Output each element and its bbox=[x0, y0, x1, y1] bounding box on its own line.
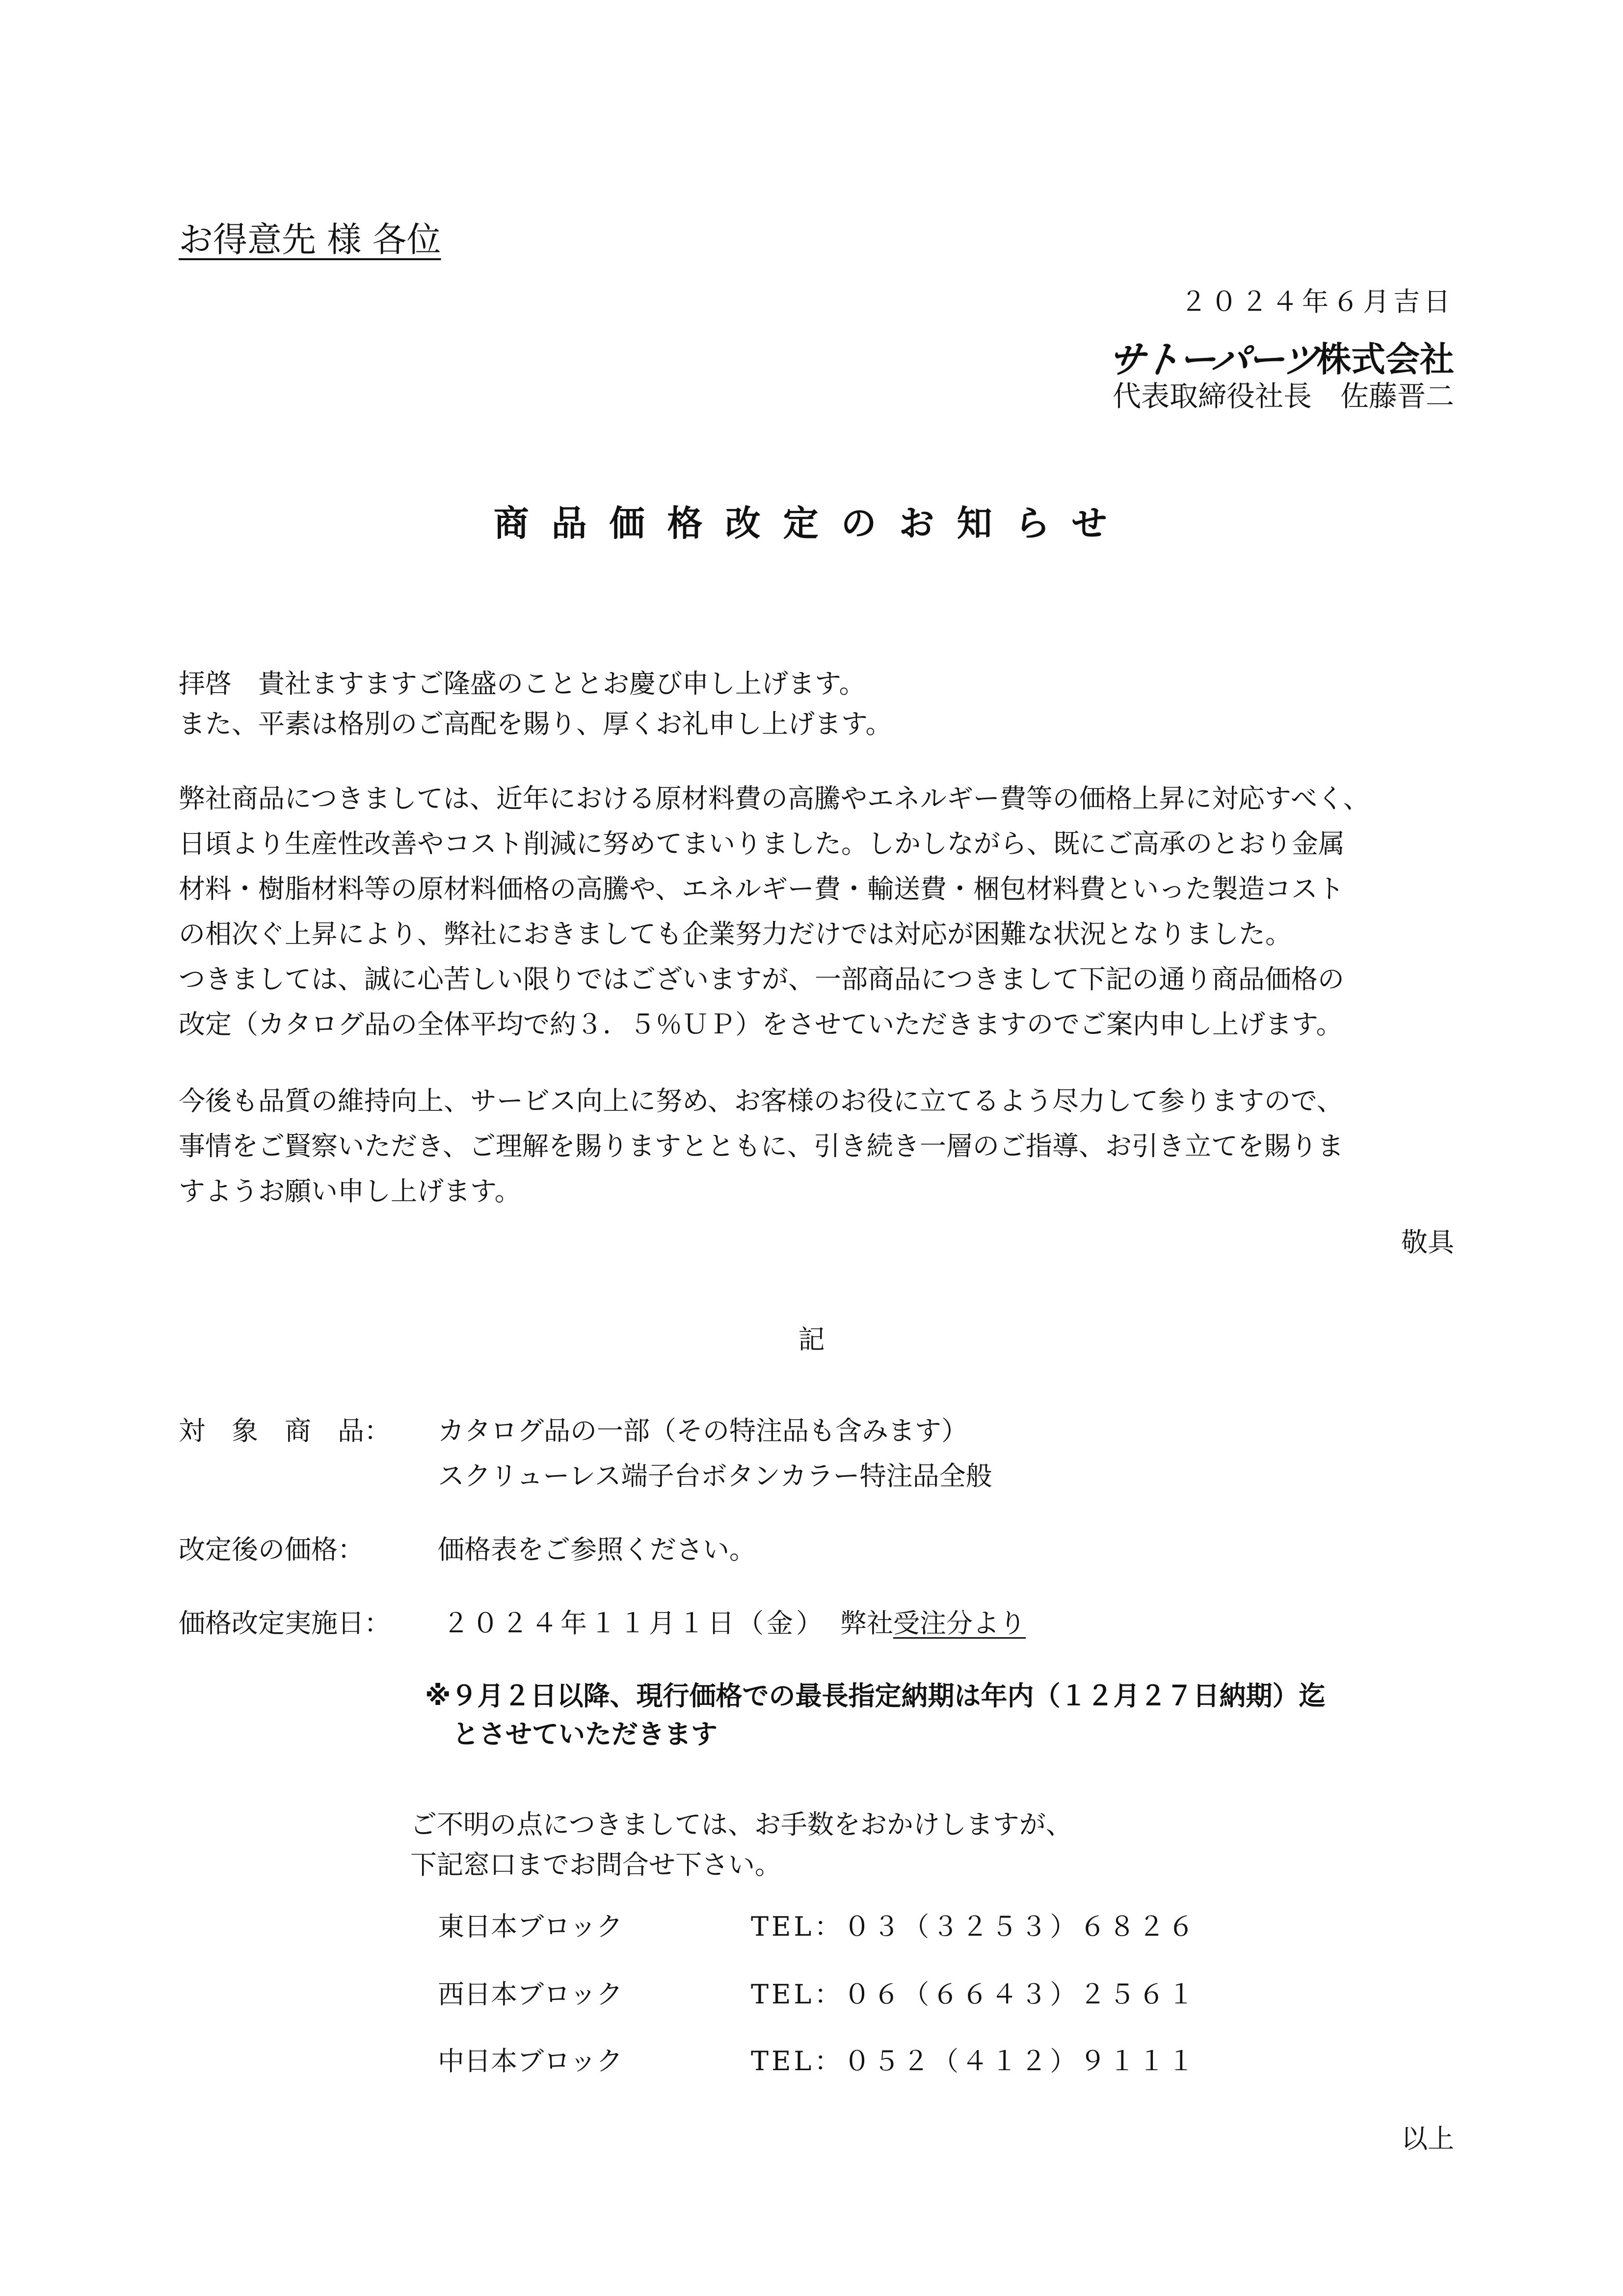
contact-name-east: 東日本ブロック bbox=[438, 1911, 623, 1942]
new-price-value: 価格表をご参照ください。 bbox=[438, 1534, 756, 1565]
company-logo: サトーパーツ bbox=[1104, 338, 1320, 381]
kigo-heading: 記 bbox=[798, 1324, 825, 1355]
issue-date: ２０２４年６月吉日 bbox=[1180, 286, 1454, 317]
contact-tel-west: TEL：０６（６６４３）２５６１ bbox=[751, 1979, 1197, 2010]
paragraph2-line-2: 事情をご賢察いただき、ご理解を賜りますとともに、引き続き一層のご指導、お引き立てを賜りま bbox=[179, 1131, 1344, 1162]
inquiry-line-2: 下記窓口までお問合せ下さい。 bbox=[410, 1849, 781, 1880]
contact-name-central: 中日本ブロック bbox=[438, 2046, 623, 2077]
paragraph1-line-1: 弊社商品につきましては、近年における原材料費の高騰やエネルギー費等の価格上昇に対応すべく、 bbox=[179, 783, 1370, 814]
page-title: 商品価格改定のお知らせ bbox=[493, 503, 1130, 544]
delivery-note-line-2: とさせていただきます bbox=[452, 1719, 718, 1750]
effective-date-label: 価格改定実施日： bbox=[179, 1608, 391, 1639]
company-suffix: 株式会社 bbox=[1317, 339, 1454, 379]
target-products-value-2: スクリューレス端子台ボタンカラー特注品全般 bbox=[438, 1460, 992, 1491]
paragraph1-line-6: 改定（カタログ品の全体平均で約３．５％ＵＰ）をさせていただきますのでご案内申し上げます。 bbox=[179, 1009, 1343, 1040]
closing-ijou: 以上 bbox=[1401, 2123, 1454, 2154]
contact-tel-central: TEL：０５２（４１２）９１１１ bbox=[751, 2046, 1197, 2077]
inquiry-line-1: ご不明の点につきましては、お手数をおかけしますが、 bbox=[410, 1809, 1072, 1840]
paragraph2-line-3: すようお願い申し上げます。 bbox=[179, 1176, 521, 1207]
paragraph1-line-4: の相次ぐ上昇により、弊社におきましても企業努力だけでは対応が困難な状況となりました。 bbox=[179, 918, 1292, 949]
effective-date-suffix-underlined: 受注分より bbox=[893, 1608, 1026, 1639]
target-products-value-1: カタログ品の一部（その特注品も含みます） bbox=[438, 1415, 968, 1446]
greeting-line-2: また、平素は格別のご高配を賜り、厚くお礼申し上げます。 bbox=[179, 708, 892, 739]
effective-date-value: ２０２４年１１月１日（金） bbox=[443, 1608, 825, 1639]
effective-date-suffix-plain: 弊社 bbox=[840, 1608, 893, 1639]
paragraph1-line-3: 材料・樹脂材料等の原材料価格の高騰や、エネルギー費・輸送費・梱包材料費といった製造コスト bbox=[179, 873, 1344, 904]
target-products-label: 対 象 商 品： bbox=[179, 1415, 391, 1446]
addressee: お得意先 様 各位 bbox=[179, 219, 441, 260]
new-price-label: 改定後の価格： bbox=[179, 1534, 364, 1565]
company-name bbox=[1104, 330, 1454, 383]
greeting-line-1: 拝啓 貴社ますますご隆盛のこととお慶び申し上げます。 bbox=[179, 668, 866, 699]
contact-tel-east: TEL：０３（３２５３）６８２６ bbox=[751, 1911, 1197, 1942]
delivery-note-line-1: ※９月２日以降、現行価格での最長指定納期は年内（１２月２７日納期）迄 bbox=[425, 1680, 1326, 1711]
contact-name-west: 西日本ブロック bbox=[438, 1979, 623, 2010]
paragraph1-line-5: つきましては、誠に心苦しい限りではございますが、一部商品につきまして下記の通り商品価格の bbox=[179, 964, 1344, 995]
effective-date-suffix bbox=[840, 1610, 1026, 1637]
paragraph1-line-2: 日頃より生産性改善やコスト削減に努めてまいりました。しかしながら、既にご高承のとおり金属 bbox=[179, 828, 1345, 859]
paragraph2-line-1: 今後も品質の維持向上、サービス向上に努め、お客様のお役に立てるよう尽力して参りますので、 bbox=[179, 1085, 1343, 1116]
representative: 代表取締役社長 佐藤晋二 bbox=[1112, 379, 1454, 413]
closing-keigu: 敬具 bbox=[1401, 1227, 1454, 1258]
